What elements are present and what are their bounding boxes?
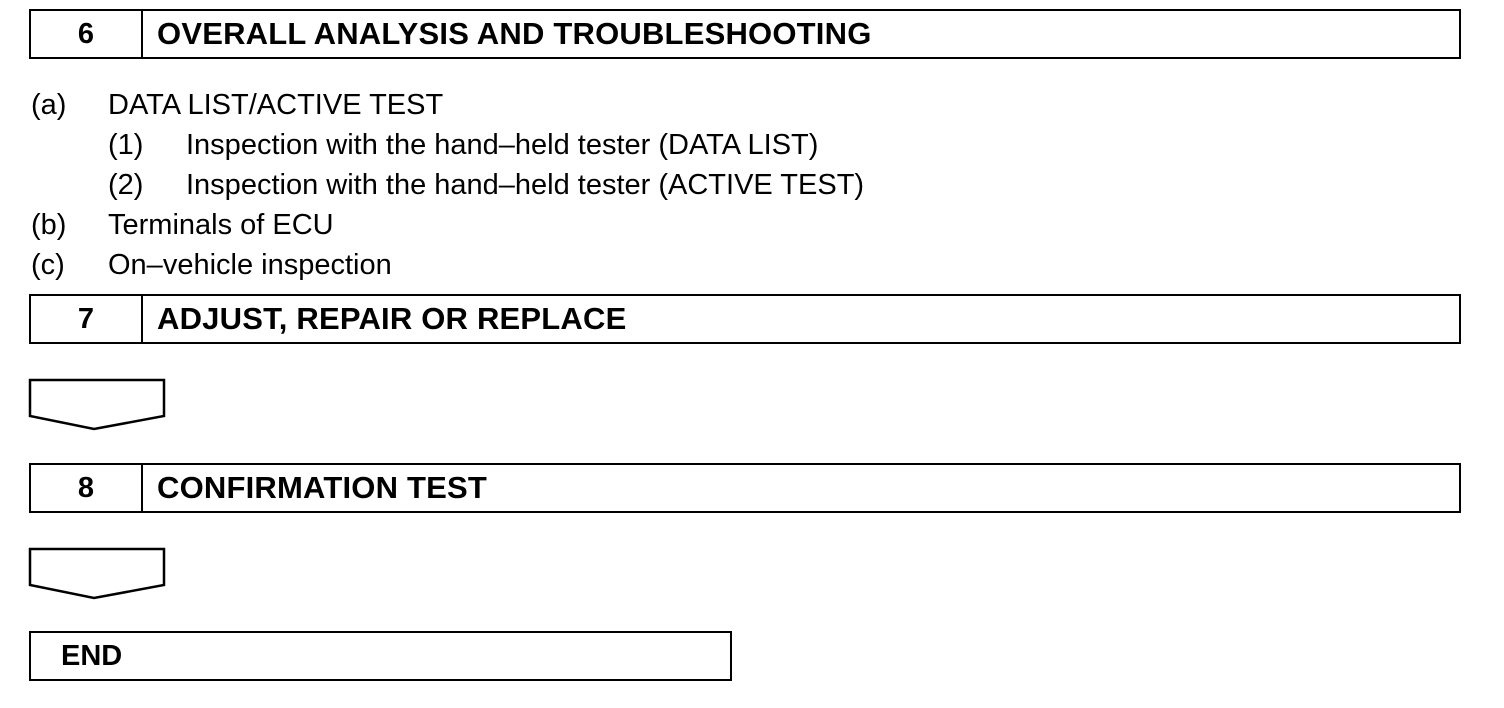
item-text-b: Terminals of ECU [108,209,334,241]
item-marker-c: (c) [31,249,65,281]
item-marker-a: (a) [31,89,67,121]
item-text-a1: Inspection with the hand–held tester (DATA LIST) [186,129,819,161]
step-number: 8 [31,465,143,511]
item-text-a2: Inspection with the hand–held tester (ACTIVE TEST) [186,169,865,201]
step-7-box [29,294,1461,344]
end-label: END [61,639,123,672]
step-8-box [29,463,1461,513]
item-marker-a2: (2) [108,169,144,201]
flow-arrow-down-icon [28,547,168,601]
step-number: 7 [31,296,143,342]
step-title: OVERALL ANALYSIS AND TROUBLESHOOTING [157,16,872,51]
step-title: CONFIRMATION TEST [157,470,488,505]
end-box [29,631,732,681]
step-number: 6 [31,11,143,57]
step-title: ADJUST, REPAIR OR REPLACE [157,301,627,336]
item-marker-b: (b) [31,209,67,241]
step-6-box [29,9,1461,59]
item-marker-a1: (1) [108,129,144,161]
flow-arrow-down-icon [28,378,168,432]
item-text-a: DATA LIST/ACTIVE TEST [108,89,444,121]
item-text-c: On–vehicle inspection [108,249,392,281]
